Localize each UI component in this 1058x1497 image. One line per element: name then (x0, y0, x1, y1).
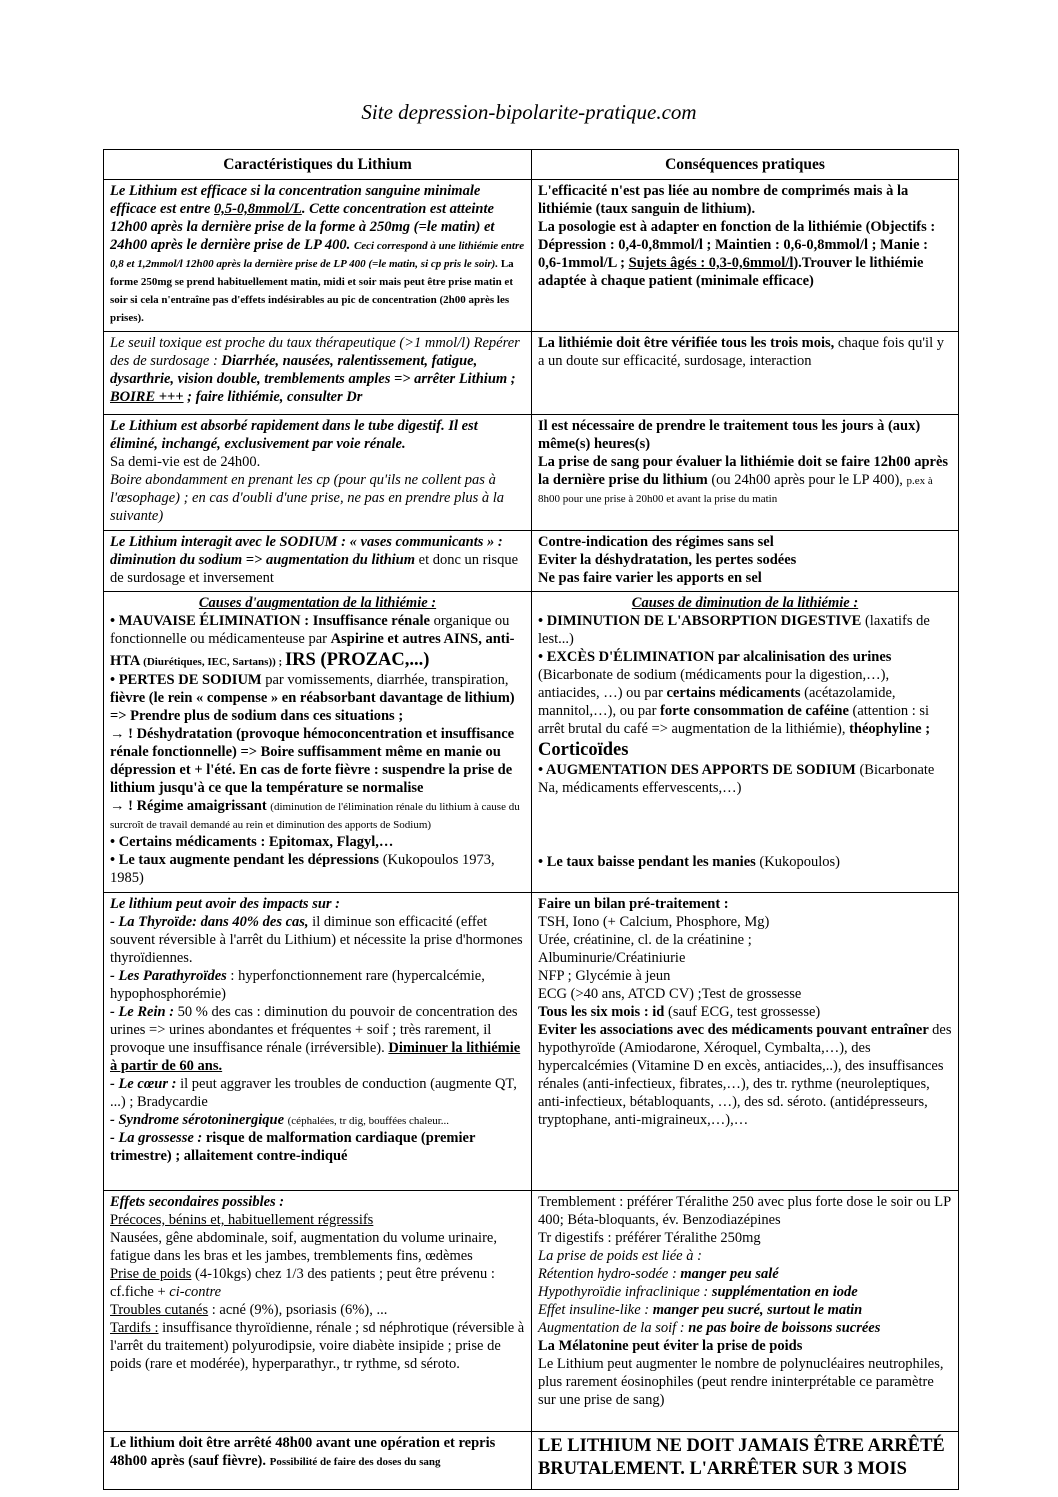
paragraph (538, 1194, 952, 1230)
text-run: manger peu salé (680, 1265, 779, 1282)
cell-effets-secondaires-right (532, 1190, 959, 1431)
paragraph (538, 1230, 952, 1248)
paragraph (110, 1194, 525, 1212)
text-run: ne pas boire de boissons sucrées (688, 1319, 881, 1336)
text-run: La lithiémie doit être vérifiée tous les trois mois, (538, 334, 835, 351)
paragraph (110, 1302, 525, 1320)
cell-seuil-toxique-left (104, 331, 532, 414)
cell-effets-secondaires-left (104, 1190, 532, 1431)
cell-causes-augmentation (104, 592, 532, 892)
text-run: (céphalées, tr dig, bouffées chaleur... (287, 1114, 450, 1127)
paragraph (538, 1338, 952, 1356)
text-run: Rétention hydro-sodée : (538, 1265, 681, 1282)
text-run: - Le cœur : (110, 1075, 181, 1092)
text-run: Hypothyroïdie infraclinique : (538, 1283, 712, 1300)
text-run: Possibilité de faire des doses du sang (269, 1455, 441, 1468)
text-run: → ! Régime amaigrissant (110, 798, 271, 815)
text-run: Diminuer la lithiémie à partir de 60 ans. (110, 1039, 521, 1074)
paragraph (538, 570, 952, 588)
text-run: Le Lithium interagit avec le SODIUM : « vases communicants » : diminution du sodium => augmentation du lithium (110, 533, 503, 568)
paragraph (110, 1112, 525, 1130)
text-run: Ne pas faire varier les apports en sel (538, 569, 762, 586)
cell-absorption-left (104, 414, 532, 530)
table-row (104, 592, 959, 892)
cell-efficacite-left (104, 180, 532, 332)
paragraph (538, 183, 952, 219)
lithium-table (103, 149, 959, 1490)
text-run: • MAUVAISE ÉLIMINATION : Insuffisance rénale (110, 613, 434, 630)
paragraph (110, 1230, 525, 1266)
text-run: (Bicarbonate Na, médicaments effervescents,…) (538, 762, 935, 797)
text-run: - Les Parathyroïdes (110, 967, 227, 984)
text-run: → ! Déshydratation (provoque hémoconcentration et insuffisance rénale fonctionnelle) => Boire suffisamment même en manie ou dépression et + l'été. En cas de forte fièvre : suspendre la prise de lithium jusqu'à ce que la température se normalise (110, 726, 515, 797)
paragraph (538, 854, 952, 872)
text-run: (diminution de l'élimination rénale du lithium à cause du surcroît de travail demandé au rein et diminution des apports de Sodium) (110, 801, 520, 832)
text-run: p.ex à 8h00 pour une prise à 20h00 et avant la prise du matin (538, 474, 933, 505)
text-run: Eviter les associations avec des médicaments pouvant entraîner (538, 1021, 933, 1038)
text-run: La prise de sang pour évaluer la lithiémie doit se faire 12h00 après la dernière prise du lithium (538, 453, 949, 488)
page-title: Site depression-bipolarite-pratique.com (361, 100, 697, 124)
paragraph (538, 418, 952, 454)
paragraph (538, 986, 952, 1004)
text-run: NFP ; Glycémie à jeun (538, 967, 671, 984)
paragraph (538, 950, 952, 968)
text-run: Effet insuline-like : (538, 1301, 653, 1318)
paragraph (110, 852, 525, 888)
text-run: Tr digestifs : préférer Téralithe 250mg (538, 1229, 761, 1246)
table-row (104, 892, 959, 1190)
text-run: ).Trouver le lithiémie adaptée à chaque patient (minimale efficace) (538, 254, 924, 289)
text-run: • Le taux augmente pendant les dépressions (110, 852, 383, 868)
text-run: LE LITHIUM NE DOIT JAMAIS ÊTRE ARRÊTÉ BRUTALEMENT. L'ARRÊTER SUR 3 MOIS (538, 1435, 945, 1479)
text-run: Prise de poids (110, 1265, 192, 1282)
text-run: Tardifs : (110, 1319, 159, 1336)
cell-sodium-left (104, 530, 532, 592)
text-run: • PERTES DE SODIUM (110, 672, 266, 689)
cell-efficacite-right (532, 180, 959, 332)
text-run: Contre-indication des régimes sans sel (538, 533, 774, 550)
text-run: Tous les six mois : id (538, 1003, 668, 1020)
paragraph (538, 595, 952, 613)
paragraph (110, 726, 525, 798)
paragraph (110, 534, 525, 588)
text-run: Le lithium peut avoir des impacts sur : (110, 895, 340, 912)
text-run: (Diurétiques, IEC, Sartans)) ; (143, 656, 285, 669)
text-run: - Le Rein : (110, 1003, 178, 1020)
text-run: (acétazolamide, mannitol,…), ou par (538, 685, 896, 720)
paragraph (110, 1076, 525, 1112)
text-run: BOIRE +++ (110, 388, 184, 405)
text-run: Causes d'augmentation de la lithiémie : (198, 595, 437, 612)
text-run: Causes de diminution de la lithiémie : (631, 595, 859, 612)
text-run: - La grossesse : (110, 1129, 206, 1146)
paragraph (538, 534, 952, 552)
text-run: insuffisance thyroïdienne, rénale ; sd néphrotique (réversible à l'arrêt du traitement) polyurodipsie, voire diabète insipide ; prise de poids (rare et modérée), hyperparathyr., tr rythme, sd séroto. (110, 1319, 525, 1372)
paragraph (538, 914, 952, 932)
cell-arret-operation (104, 1431, 532, 1489)
paragraph (538, 649, 952, 762)
text-run: Urée, créatinine, cl. de la créatinine ; (538, 931, 752, 948)
text-run: par vomissements, diarrhée, transpiration, (265, 672, 509, 689)
text-run: Nausées, gêne abdominale, soif, augmentation du volume urinaire, fatigue dans les bras et les jambes, tremblements fins, œdèmes (110, 1229, 497, 1264)
paragraph (110, 914, 525, 968)
cell-sodium-right (532, 530, 959, 592)
text-run: - La Thyroïde: dans 40% des cas, (110, 913, 313, 930)
paragraph (538, 552, 952, 570)
text-run: Le seuil toxique est proche du taux thérapeutique (>1 mmol/l) Repérer des de surdosage : (110, 334, 520, 369)
text-run: manger peu sucré, surtout le matin (652, 1301, 863, 1318)
text-run: Augmentation de la soif : (538, 1319, 689, 1336)
text-run: fièvre (le rein « compense » en réabsorbant davantage de lithium) => Prendre plus de sodium dans ces situations ; (110, 690, 515, 725)
text-run: • EXCÈS D'ÉLIMINATION par alcalinisation des urines (538, 649, 892, 666)
text-run: (4-10kgs) chez 1/3 des patients ; peut être prévenu : cf.fiche + (110, 1265, 495, 1300)
paragraph (110, 183, 525, 327)
paragraph (538, 762, 952, 798)
text-run: Tremblement : préférer Téralithe 250 avec plus forte dose le soir ou LP 400; Béta-bloquants, év. Benzodiazépines (538, 1193, 951, 1228)
text-run: 50 % des cas : diminution du pouvoir de concentration des urines => urines abondantes et fréquentes + soif ; très rarement, il provoque une insuffisance rénale (irréversible). (110, 1003, 518, 1056)
text-run: - Syndrome sérotoninergique (110, 1111, 288, 1128)
paragraph (110, 834, 525, 852)
text-run: des hypothyroïde (Amiodarone, Xéroquel, Cymbalta,…), des hypercalcémies (Vitamine D en excès, antiacides,..), des insuffisances rénales (anti-infectieux, fibrates,…), des tr. rythme (neuroleptiques, anti-infectieux, bétabloquants, …), des sd. séroto. (antidépresseurs, tryptophane, anti-migraineux,…),… (538, 1021, 952, 1128)
text-run: ; faire lithiémie, consulter Dr (183, 388, 363, 405)
text-run: (ou 24h00 après pour le LP 400), (711, 471, 907, 488)
column-header-caracteristiques: Caractéristiques du Lithium (104, 150, 532, 180)
text-run: certains médicaments (666, 685, 805, 702)
paragraph (110, 968, 525, 1004)
text-run: il peut aggraver les troubles de conduction (augmente QT, ...) ; Bradycardie (110, 1075, 517, 1110)
text-run: Boire abondamment en prenant les cp (pour qu'ils ne collent pas à l'œsophage) ; en cas d'oubli d'une prise, ne pas en prendre plus à la suivante) (110, 471, 505, 524)
paragraph (538, 1302, 952, 1320)
paragraph (538, 1022, 952, 1130)
paragraph (538, 1248, 952, 1266)
paragraph (538, 1435, 952, 1481)
text-run: il diminue son efficacité (effet souvent réversible à l'arrêt du Lithium) et nécessite la prise d'hormones thyroïdiennes. (110, 913, 523, 966)
text-run: chaque fois qu'il y a un doute sur efficacité, surdosage, interaction (538, 334, 944, 369)
text-run: : hyperfonctionnement rare (hypercalcémie, hypophosphorémie) (110, 967, 485, 1002)
text-run: Corticoïdes (538, 740, 629, 761)
text-run: 0,5-0,8mmol/L (214, 200, 302, 217)
text-run: Le Lithium peut augmenter le nombre de polynucléaires neutrophiles, plus rarement éosinophiles (peut rendre ininterprétable ce paramètre sur une prise de sang) (538, 1355, 944, 1408)
text-run: Le Lithium est absorbé rapidement dans le tube digestif. Il est éliminé, inchangé, exclusivement par voie rénale. (110, 417, 478, 452)
text-run: • Le taux baisse pendant les manies (538, 854, 760, 871)
text-run: Sujets âgés : 0,3-0,6mmol/l (628, 254, 794, 271)
paragraph (110, 1435, 525, 1471)
paragraph (110, 798, 525, 834)
paragraph (110, 1130, 525, 1166)
text-run: ECG (>40 ans, ATCD CV) ;Test de grossesse (538, 985, 802, 1002)
paragraph (110, 672, 525, 726)
text-run: théophyline ; (849, 721, 931, 738)
paragraph (110, 613, 525, 672)
table-row (104, 331, 959, 414)
text-run: organique ou fonctionnelle ou médicamenteuse par (110, 613, 510, 648)
text-run: (Kukopoulos) (759, 854, 840, 871)
text-run: (attention : si arrêt brutal du café => augmentation de la lithiémie), (538, 703, 930, 738)
text-run: La prise de poids est liée à : (538, 1247, 702, 1264)
paragraph (110, 896, 525, 914)
paragraph (110, 1266, 525, 1302)
paragraph (538, 1356, 952, 1410)
text-run: : acné (9%), psoriasis (6%), ... (208, 1301, 388, 1318)
text-run: L'efficacité n'est pas liée au nombre de comprimés mais à la lithiémie (taux sanguin de lithium). (538, 183, 909, 217)
paragraph (110, 595, 525, 613)
text-run: • AUGMENTATION DES APPORTS DE SODIUM (538, 762, 860, 779)
text-run: • Certains médicaments : Epitomax, Flagyl,… (110, 834, 394, 851)
paragraph (538, 1004, 952, 1022)
paragraph (538, 1320, 952, 1338)
text-run: La posologie est à adapter en fonction de la lithiémie (Objectifs : Dépression : 0,4-0,8mmol/l ; Maintien : 0,6-0,8mmol/l ; Manie : 0,6-1mmol/L ; (538, 218, 936, 271)
table-row (104, 180, 959, 332)
paragraph (110, 472, 525, 526)
text-run: (Kukopoulos 1973, 1985) (110, 852, 495, 886)
paragraph (538, 219, 952, 291)
table-header-row (104, 150, 959, 180)
text-run: Ceci correspond à une lithiémie entre 0,8 et 1,2mmol/l 12h00 après la dernière prise de LP 400 (=le matin, si cp pris le soir). (110, 239, 525, 270)
text-run: La Mélatonine peut éviter la prise de poids (538, 1337, 803, 1354)
paragraph (110, 418, 525, 454)
text-run: Le lithium doit être arrêté 48h00 avant une opération et repris 48h00 après (sauf fièvre). (110, 1434, 496, 1469)
paragraph (538, 1284, 952, 1302)
paragraph (538, 932, 952, 950)
cell-absorption-right (532, 414, 959, 530)
paragraph (110, 1004, 525, 1076)
text-run: IRS (PROZAC,...) (284, 650, 430, 671)
paragraph (538, 454, 952, 508)
table-row (104, 1190, 959, 1431)
cell-causes-diminution (532, 592, 959, 892)
cell-bilan-right (532, 892, 959, 1190)
cell-arret-brutal (532, 1431, 959, 1489)
text-run: Faire un bilan pré-traitement : (538, 895, 729, 912)
text-run: TSH, Iono (+ Calcium, Phosphore, Mg) (538, 913, 770, 930)
text-run: La forme 250mg se prend habituellement matin, midi et soir mais peut être prise matin et soir si cela n'entraîne pas d'effets indésirables au pic de concentration (2h00 après les prises). (110, 257, 514, 324)
column-header-consequences: Conséquences pratiques (532, 150, 959, 180)
text-run: forte consommation de caféine (660, 703, 853, 720)
paragraph (538, 613, 952, 649)
cell-impacts-left (104, 892, 532, 1190)
text-run: Précoces, bénins et, habituellement régressifs (110, 1211, 374, 1228)
text-run: . Cette concentration est atteinte 12h00 après la dernière prise de la forme à 250mg (=le matin) et 24h00 après le dernière prise de LP 400. (110, 200, 495, 253)
text-run: risque de malformation cardiaque (premier trimestre) ; allaitement contre-indiqué (110, 1129, 476, 1164)
text-run: Le Lithium est efficace si la concentration sanguine minimale efficace est entre (110, 183, 481, 217)
paragraph (110, 1320, 525, 1374)
paragraph (110, 454, 525, 472)
text-run: Sa demi-vie est de 24h00. (110, 453, 261, 470)
text-run: ci-contre (169, 1283, 222, 1300)
table-row (104, 1431, 959, 1489)
text-run: (laxatifs de lest...) (538, 613, 930, 648)
cell-seuil-toxique-right (532, 331, 959, 414)
text-run: Troubles cutanés (110, 1301, 209, 1318)
text-run: (Bicarbonate de sodium (médicaments pour la digestion,…), antiacides, …) ou par (538, 667, 890, 702)
text-run: • DIMINUTION DE L'ABSORPTION DIGESTIVE (538, 613, 865, 630)
paragraph (110, 1212, 525, 1230)
paragraph (110, 335, 525, 407)
text-run: Aspirine et autres AINS, anti-HTA (110, 631, 515, 670)
text-run: et donc un risque de surdosage et inversement (110, 551, 519, 586)
text-run: (sauf ECG, test grossesse) (668, 1003, 821, 1020)
text-run: Eviter la déshydratation, les pertes sodées (538, 551, 797, 568)
text-run: Diarrhée, nausées, ralentissement, fatigue, dysarthrie, vision double, tremblements amples => arrêter Lithium ; (110, 352, 516, 387)
paragraph (538, 335, 952, 371)
text-run: Effets secondaires possibles : (110, 1193, 285, 1210)
text-run: supplémentation en iode (711, 1283, 858, 1300)
paragraph (538, 896, 952, 914)
table-row (104, 414, 959, 530)
text-run: Il est nécessaire de prendre le traitement tous les jours à (aux) même(s) heures(s) (538, 417, 921, 452)
text-run: Albuminurie/Créatiniurie (538, 949, 686, 966)
paragraph (538, 968, 952, 986)
paragraph (538, 1266, 952, 1284)
table-row (104, 530, 959, 592)
